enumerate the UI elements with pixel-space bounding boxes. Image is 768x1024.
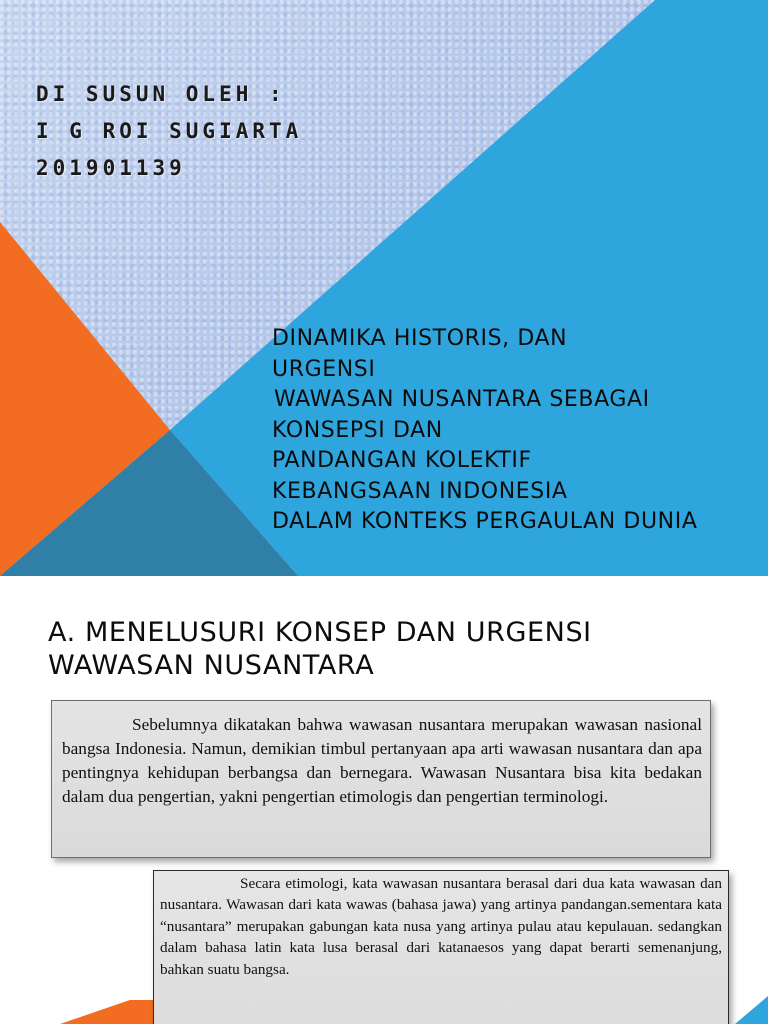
- paragraph-box-definition: Sebelumnya dikatakan bahwa wawasan nusantara merupakan wawasan nasional bangsa Indonesia. Namun, demikian timbul pertanyaan apa arti wawasan nusantara dan apa pentingnya kehidupan berbangsa dan bernegara. Wawasan Nusantara bisa kita bedakan dalam dua pengertian, yakni pengertian etimologis dan pengertian terminologi.: [51, 700, 711, 858]
- slide-title: [272, 324, 697, 538]
- heading-line: WAWASAN NUSANTARA: [48, 650, 375, 681]
- paragraph-box-etymology: Secara etimologi, kata wawasan nusantara berasal dari dua kata wawasan dan nusantara. Wawasan dari kata wawas (bahasa jawa) yang artinya pandangan.sementara kata “nusantara” merupakan gabungan kata nusa yang artinya pulau atau kepulauan. sedangkan dalam bahasa latin kata lusa berasal dari katanaesos yang dapat berarti semenanjung, bahkan suatu bangsa.: [153, 870, 729, 1024]
- author-id: 201901139: [36, 156, 186, 180]
- content-slide: [0, 576, 768, 1024]
- blue-accent: [735, 996, 768, 1024]
- title-line: URGENSI: [272, 356, 376, 382]
- author-block: [36, 76, 302, 187]
- author-name: I G ROI SUGIARTA: [36, 119, 303, 143]
- title-line: KEBANGSAAN INDONESIA: [272, 478, 568, 504]
- author-label: DI SUSUN OLEH :: [36, 82, 286, 106]
- heading-line: A. MENELUSURI KONSEP DAN URGENSI: [48, 617, 592, 648]
- title-line: WAWASAN NUSANTARA SEBAGAI: [274, 387, 650, 412]
- orange-accent: [60, 1000, 153, 1024]
- title-line: KONSEPSI DAN: [272, 417, 443, 443]
- title-line: DALAM KONTEKS PERGAULAN DUNIA: [272, 509, 698, 534]
- title-line: PANDANGAN KOLEKTIF: [272, 448, 532, 473]
- title-line: DINAMIKA HISTORIS, DAN: [272, 326, 568, 351]
- section-heading: [48, 616, 592, 682]
